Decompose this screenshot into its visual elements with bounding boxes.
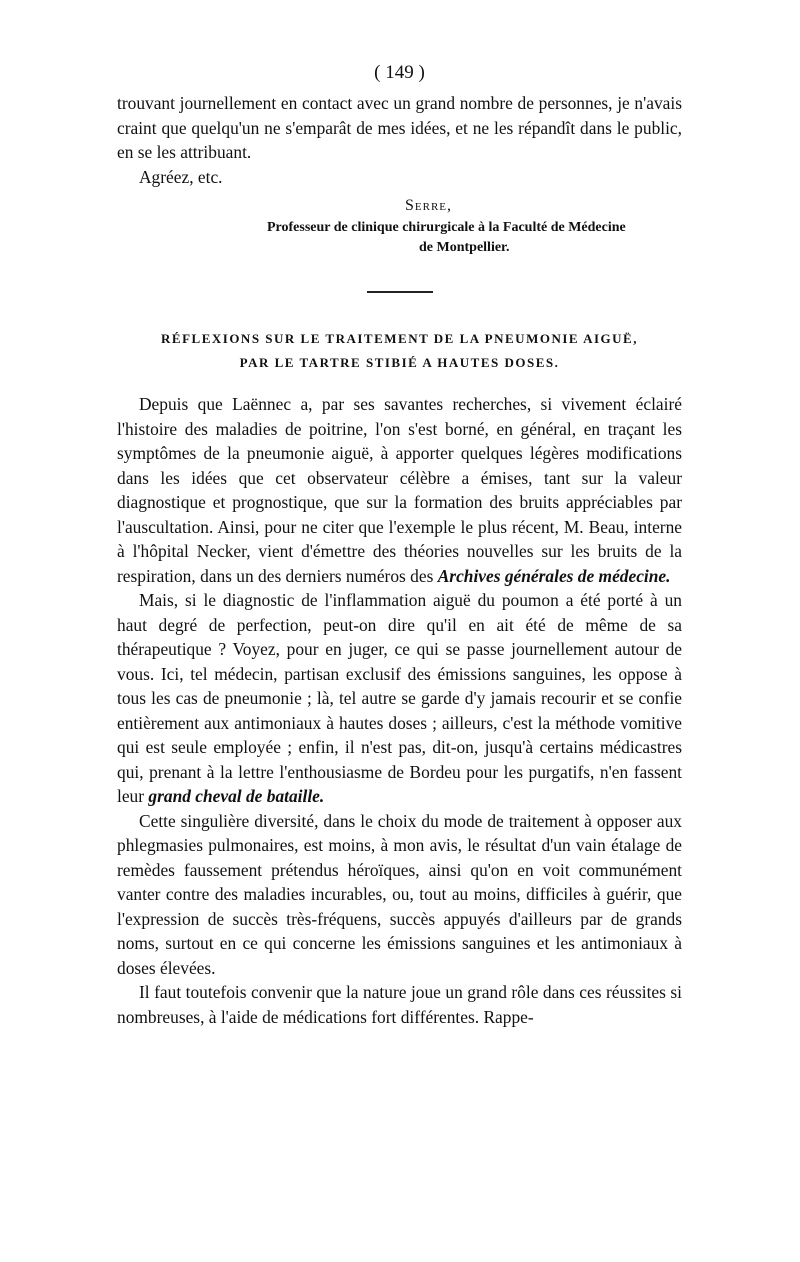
paragraph-2: [117, 588, 682, 809]
paragraph-3: Cette singulière diversité, dans le choix du mode de traitement à opposer aux phlegmasies pulmonaires, est moins, à mon avis, le résultat d'un vain étalage de remèdes faussement prétendus héroïques, ainsi qu'on en voit communément vanter contre des maladies incurables, ou, tout au moins, difficiles à guérir, que l'expression de succès très-fréquens, succès appuyés d'ailleurs par de grands noms, surtout en ce qui concerne les émissions sanguines et les antimoniaux à doses élevées.: [117, 810, 682, 978]
journal-title: Archives générales de médecine.: [437, 565, 671, 586]
page-number: ( 149 ): [374, 62, 425, 83]
paragraph-2-text: Mais, si le diagnostic de l'inflammation aiguë du poumon a été porté à un haut degré de perfection, peut-on dire qu'il en ait été de même de sa thérapeutique ? Voyez, pour en juger, ce qui se passe journellement autour de vous. Ici, tel médecin, partisan exclusif des émissions sanguines, les oppose à tous les cas de pneumonie ; là, tel autre se garde d'y jamais recourir et se confie entièrement aux antimoniaux à hautes doses ; ailleurs, c'est la méthode vomitive qui est seule employée ; enfin, il n'est pas, dit-on, jusqu'à certains médicastres qui, prenant à la lettre l'enthousiasme de Bordeu pour les purgatifs, n'en fassent leur: [117, 590, 682, 806]
closing-line: Agréez, etc.: [139, 166, 223, 187]
paragraph-4: Il faut toutefois convenir que la nature joue un grand rôle dans ces réussites si nombreuses, à l'aide de médications fort différentes. Rappe-: [117, 982, 682, 1027]
signature-title-cont: de Montpellier.: [419, 240, 510, 255]
intro-paragraph: trouvant journellement en contact avec un grand nombre de personnes, je n'avais craint que quelqu'un ne s'emparât de mes idées, et ne les répandît dans le public, en se les attribuant.: [117, 93, 682, 162]
paragraph-1: [117, 392, 682, 588]
section-divider: [367, 291, 433, 293]
emphasis-phrase: grand cheval de bataille.: [148, 786, 325, 806]
signature-name: Serre,: [405, 197, 453, 214]
article-heading-line2: PAR LE TARTRE STIBIÉ A HAUTES DOSES.: [239, 355, 560, 370]
document-page: [117, 62, 682, 1029]
article-heading-line1: RÉFLEXIONS SUR LE TRAITEMENT DE LA PNEUMONIE AIGUË,: [161, 331, 638, 346]
paragraph-1-text: Depuis que Laënnec a, par ses savantes recherches, si vivement éclairé l'histoire des maladies de poitrine, l'on s'est borné, en général, en traçant les symptômes de la pneumonie aiguë, à apporter quelques légères modifications dans les idées que cet observateur célèbre a émises, tant sur la valeur diagnostique et prognostique, que sur la formation des bruits appréciables par l'auscultation. Ainsi, pour ne citer que l'exemple le plus récent, M. Beau, interne à l'hôpital Necker, vient d'émettre des théories nouvelles sur les bruits de la respiration, dans un des derniers numéros des: [117, 394, 682, 586]
signature-title: Professeur de clinique chirurgicale à la Faculté de Médecine: [267, 220, 626, 235]
